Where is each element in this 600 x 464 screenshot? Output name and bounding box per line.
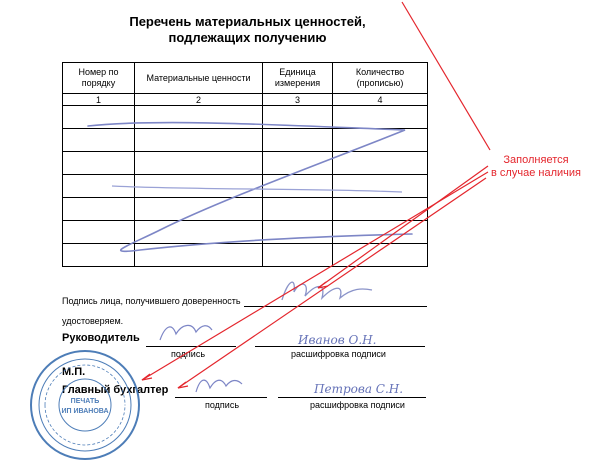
- certified-label: удостоверяем.: [62, 316, 124, 326]
- stamp-place-label: М.П.: [62, 366, 86, 378]
- header-unit: Единица измерения: [263, 63, 333, 94]
- stamp-text-line-2: ИП ИВАНОВА: [61, 408, 109, 415]
- title-line-1: Перечень материальных ценностей,: [129, 14, 366, 29]
- column-number: 1: [63, 94, 135, 106]
- accountant-decode-caption: расшифровка подписи: [310, 400, 405, 410]
- accountant-label: Главный бухгалтер: [62, 384, 169, 396]
- director-name: Иванов О.Н.: [298, 333, 377, 347]
- header-materials: Материальные ценности: [135, 63, 263, 94]
- director-signature-scribble: [160, 325, 212, 340]
- header-number: Номер по порядку: [63, 63, 135, 94]
- accountant-podpis-caption: подпись: [205, 400, 240, 410]
- fill-note-line-1: Заполняется: [503, 154, 569, 166]
- column-number: 4: [333, 94, 428, 106]
- stamp-text-line-1: ПЕЧАТЬ: [70, 398, 100, 405]
- director-label: Руководитель: [62, 332, 140, 344]
- fill-note-line-2: в случае наличия: [491, 167, 581, 179]
- accountant-name: Петрова С.Н.: [314, 382, 404, 396]
- recipient-signature-scribble: [282, 282, 372, 300]
- title-line-2: подлежащих получению: [168, 30, 327, 45]
- red-arrows: [142, 2, 490, 388]
- recipient-signature-label: Подпись лица, получившего доверенность: [62, 296, 241, 306]
- header-quantity: Количество (прописью): [333, 63, 428, 94]
- director-decode-caption: расшифровка подписи: [291, 349, 386, 359]
- director-podpis-caption: подпись: [171, 349, 206, 359]
- column-number: 2: [135, 94, 263, 106]
- column-number: 3: [263, 94, 333, 106]
- accountant-signature-scribble: [196, 380, 242, 392]
- round-stamp: [31, 351, 139, 459]
